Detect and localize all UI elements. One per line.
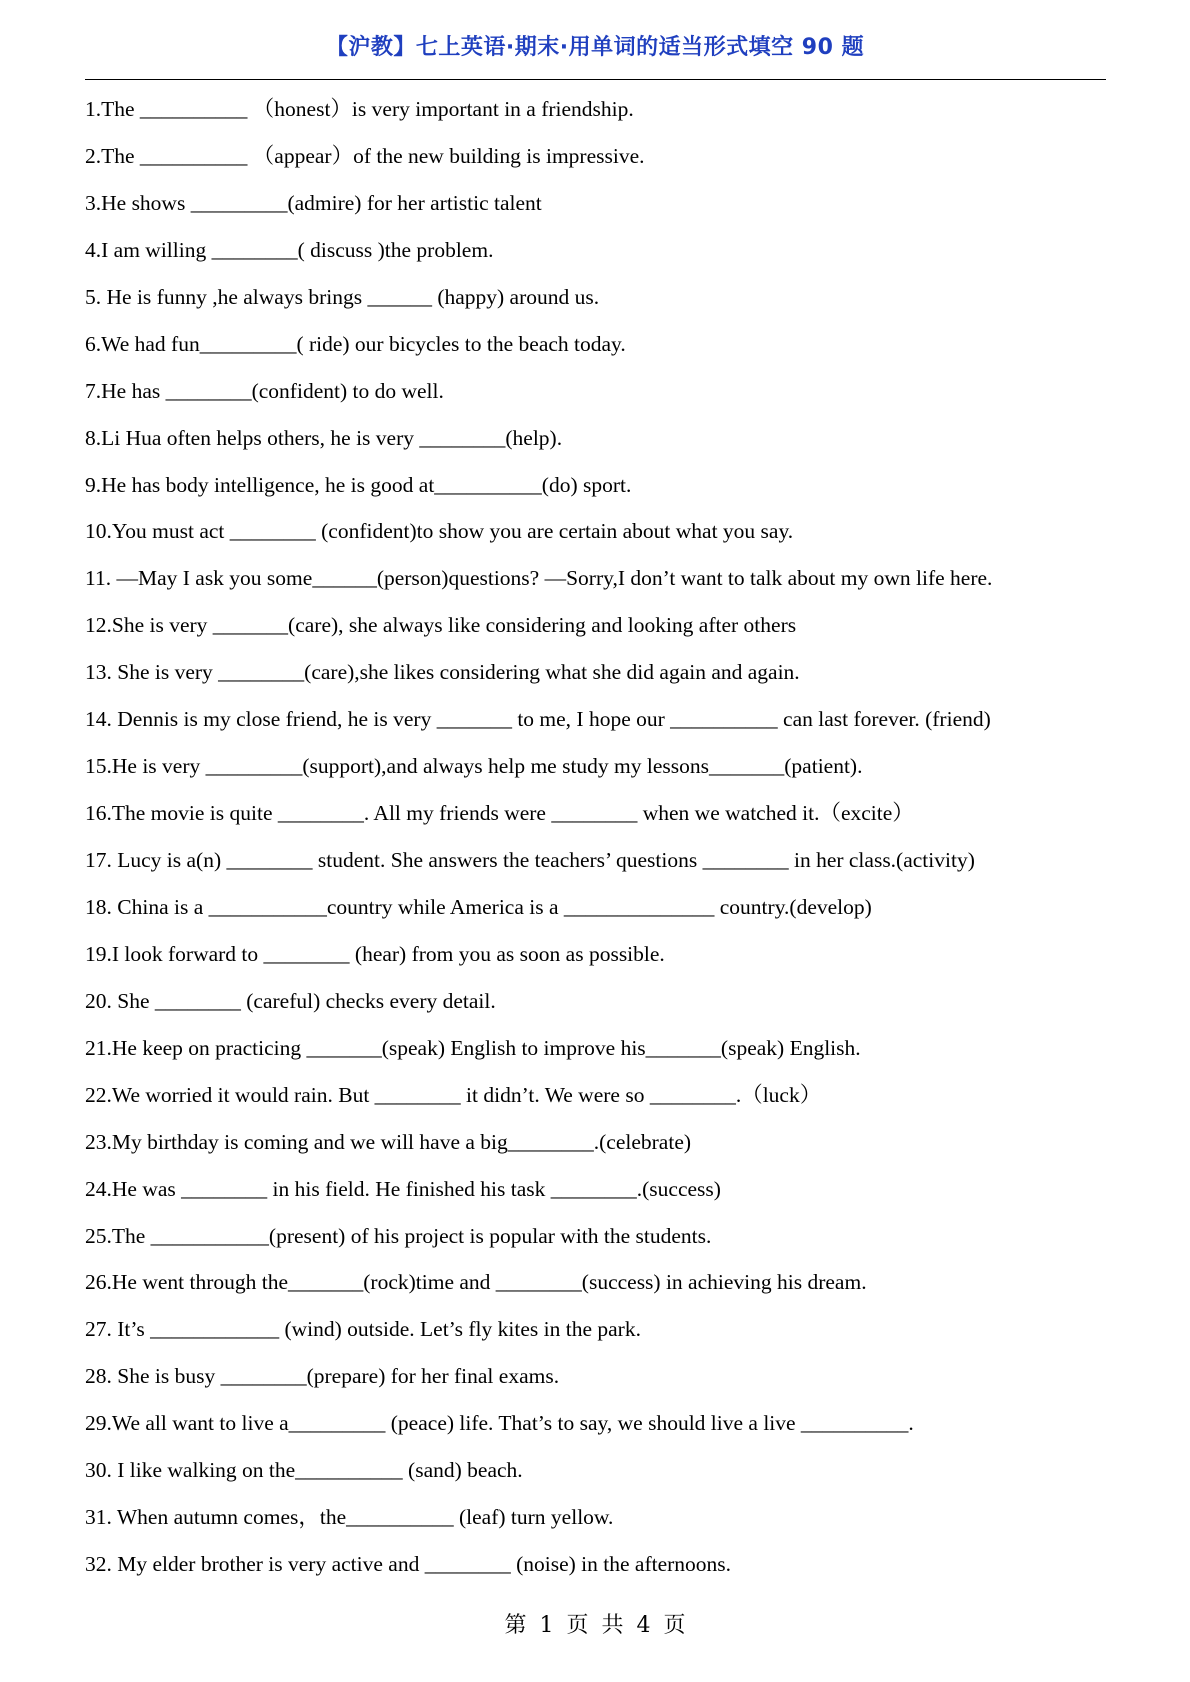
question-item: 22.We worried it would rain. But ________ it didn’t. We were so ________.（luck） [85,1082,822,1107]
question-item: 6.We had fun_________( ride) our bicycles to the beach today. [85,331,626,356]
question-item: 28. She is busy ________(prepare) for her final exams. [85,1364,560,1389]
question-item: 14. Dennis is my close friend, he is very _______ to me, I hope our __________ can last forever. (friend) [85,707,991,732]
question-item: 3.He shows _________(admire) for her artistic talent [85,190,542,215]
header-divider [85,79,1106,80]
question-item: 11. —May I ask you some______(person)questions? —Sorry,I don’t want to talk about my own life here. [85,566,993,591]
page-title: 【沪教】七上英语·期末·用单词的适当形式填空 90 题 [325,35,865,60]
question-item: 2.The __________ （appear）of the new building is impressive. [85,143,645,168]
question-item: 31. When autumn comes，the__________ (leaf) turn yellow. [85,1505,614,1530]
question-item: 32. My elder brother is very active and ________ (noise) in the afternoons. [85,1552,732,1577]
question-item: 13. She is very ________(care),she likes considering what she did again and again. [85,660,800,685]
question-item: 26.He went through the_______(rock)time and ________(success) in achieving his dream. [85,1270,867,1295]
question-item: 21.He keep on practicing _______(speak) English to improve his_______(speak) English. [85,1035,861,1060]
question-item: 9.He has body intelligence, he is good at__________(do) sport. [85,472,632,497]
question-item: 10.You must act ________ (confident)to show you are certain about what you say. [85,519,794,544]
question-item: 1.The __________ （honest）is very important in a friendship. [85,97,634,121]
question-item: 4.I am willing ________( discuss )the problem. [85,237,494,262]
question-item: 17. Lucy is a(n) ________ student. She answers the teachers’ questions ________ in her class.(activity) [85,848,975,872]
question-item: 25.The ___________(present) of his project is popular with the students. [85,1223,712,1248]
question-item: 16.The movie is quite ________. All my friends were ________ when we watched it.（excite） [85,801,914,826]
question-item: 5. He is funny ,he always brings ______ (happy) around us. [85,284,600,309]
question-item: 18. China is a ___________country while America is a ______________ country.(develop) [85,894,872,919]
question-item: 24.He was ________ in his field. He finished his task ________.(success) [85,1176,721,1201]
question-item: 30. I like walking on the__________ (sand) beach. [85,1458,523,1483]
question-item: 15.He is very _________(support),and always help me study my lessons_______(patient). [85,754,863,779]
question-item: 7.He has ________(confident) to do well. [85,378,444,403]
question-item: 29.We all want to live a_________ (peace) life. That’s to say, we should live a live __________. [85,1411,914,1436]
page-number: 第 1 页 共 4 页 [504,1613,686,1638]
question-item: 27. It’s ____________ (wind) outside. Let’s fly kites in the park. [85,1317,641,1342]
question-item: 12.She is very _______(care), she always like considering and looking after others [85,613,797,638]
question-item: 23.My birthday is coming and we will have a big________.(celebrate) [85,1129,692,1154]
question-item: 8.Li Hua often helps others, he is very ________(help). [85,425,563,450]
question-item: 20. She ________ (careful) checks every detail. [85,988,496,1013]
question-list [85,94,1115,1596]
question-item: 19.I look forward to ________ (hear) from you as soon as possible. [85,941,665,966]
